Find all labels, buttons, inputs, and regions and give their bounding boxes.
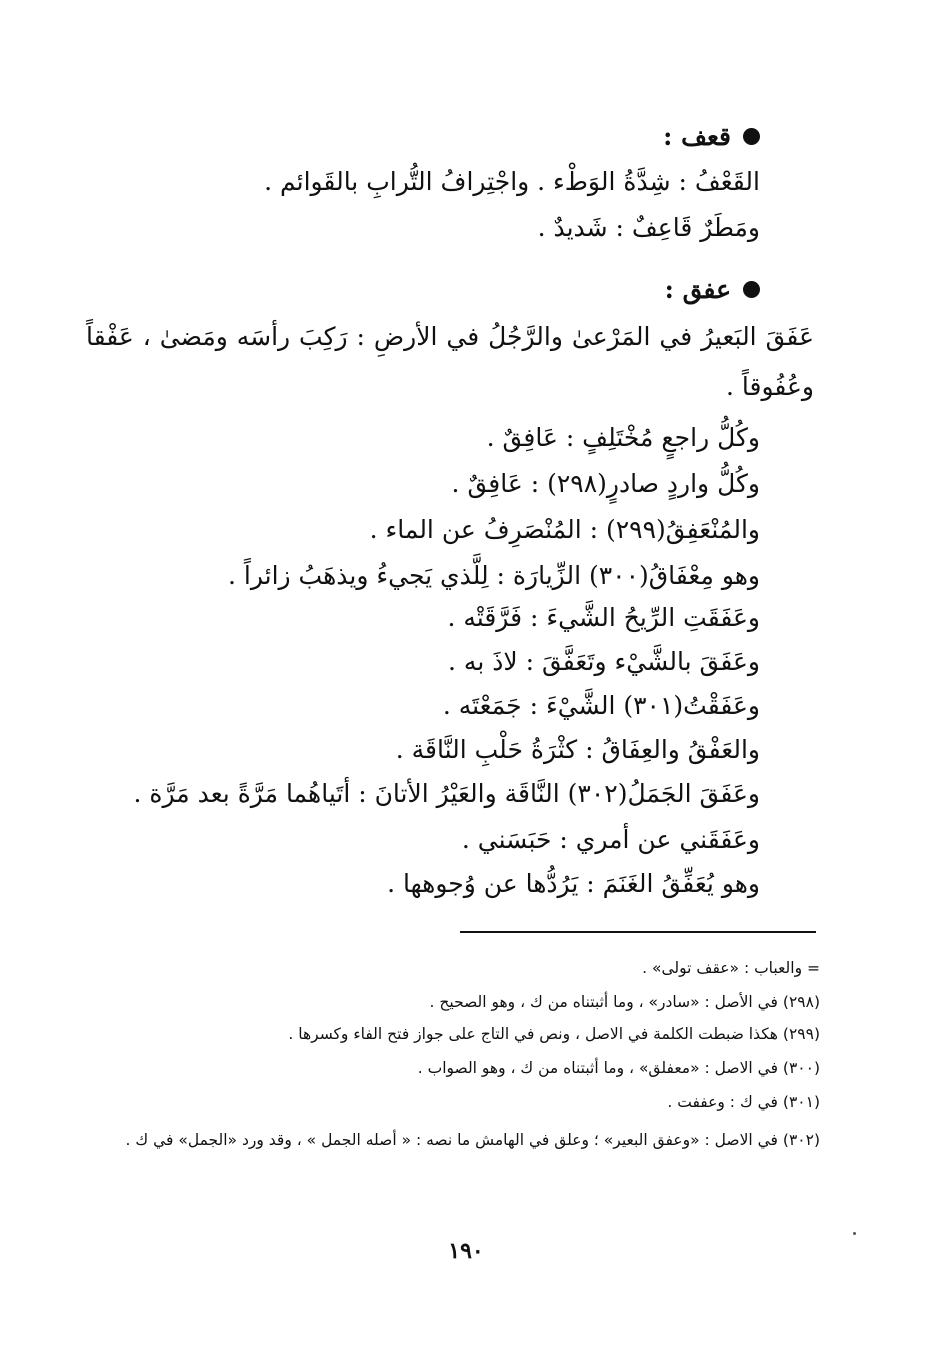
text-line: وهو يُعَفِّقُ الغَنَمَ : يَرُدُّها عن وُجوهها . (387, 869, 760, 898)
text-line: وعَفَقْتُ(٣٠١) الشَّيْءَ : جَمَعْتَه . (442, 691, 760, 720)
page-number: ١٩٠ (448, 1238, 484, 1264)
text-line: وكُلُّ واردٍ صادرٍ(٢٩٨) : عَافِقٌ . (451, 469, 760, 498)
text-line: وعَفَقَتِ الرِّيحُ الشَّيءَ : فَرَّقَتْه . (447, 603, 760, 632)
text-line: وكُلُّ راجعٍ مُخْتَلِفٍ : عَافِقٌ . (486, 423, 760, 452)
footnote: (٣٠١) في ك : وعففت . (667, 1093, 820, 1111)
text-line: وعَفَقَ بالشَّيْء وتَعَفَّقَ : لاذَ به . (448, 647, 760, 676)
entry-heading-qaaf (663, 122, 760, 151)
footnote: (٣٠٢) في الاصل : «وعفق البعير» ؛ وعلق في الهامش ما نصه : « أصله الجمل » ، وقد ورد «الجمل» في ك . (125, 1131, 820, 1149)
footnote: = والعباب : «عقف تولى» . (642, 959, 820, 977)
scan-speck (853, 1232, 856, 1235)
footnote-divider (460, 931, 816, 933)
footnote: (٢٩٨) في الأصل : «سادر» ، وما أثبتناه من ك ، وهو الصحيح . (429, 993, 820, 1011)
text-line: وهو مِعْفَاقُ(٣٠٠) الزِّيارَة : لِلَّذي يَجيءُ ويذهَبُ زائراً . (227, 561, 760, 590)
footnote: (٢٩٩) هكذا ضبطت الكلمة في الاصل ، ونص في التاج على جواز فتح الفاء وكسرها . (288, 1025, 820, 1043)
text-line: القَعْفُ : شِدَّةُ الوَطْء . واجْتِرافُ التُّرابِ بالقَوائم . (264, 167, 760, 196)
entry-heading-text: عفق : (664, 275, 731, 304)
entry-heading-text: قعف : (663, 122, 731, 151)
entry-intro-paragraph: عَفَقَ البَعيرُ في المَرْعىٰ والرَّجُلُ في الأرضِ : رَكِبَ رأسَه ومَضىٰ ، عَفْقاً وعُفُوقاً . (86, 322, 814, 401)
text-line: وعَفَقَ الجَمَلُ(٣٠٢) النَّاقَة والعَيْرُ الأتانَ : أتَياهُما مَرَّةً بعد مَرَّة . (133, 779, 760, 808)
bullet-icon (743, 128, 760, 145)
text-line: وعَفَقَني عن أمري : حَبَسَني . (461, 825, 760, 854)
text-line: والعَفْقُ والعِفَاقُ : كثْرَةُ حَلْبِ النَّاقَة . (395, 735, 760, 764)
entry-heading-afaq (665, 275, 760, 304)
text-line: ومَطَرٌ قَاعِفٌ : شَديدٌ . (537, 213, 760, 242)
bullet-icon (743, 281, 760, 298)
text-line: والمُنْعَفِقُ(٢٩٩) : المُنْصَرِفُ عن الماء . (369, 515, 760, 544)
footnote: (٣٠٠) في الاصل : «معفلق» ، وما أثبتناه من ك ، وهو الصواب . (417, 1059, 820, 1077)
